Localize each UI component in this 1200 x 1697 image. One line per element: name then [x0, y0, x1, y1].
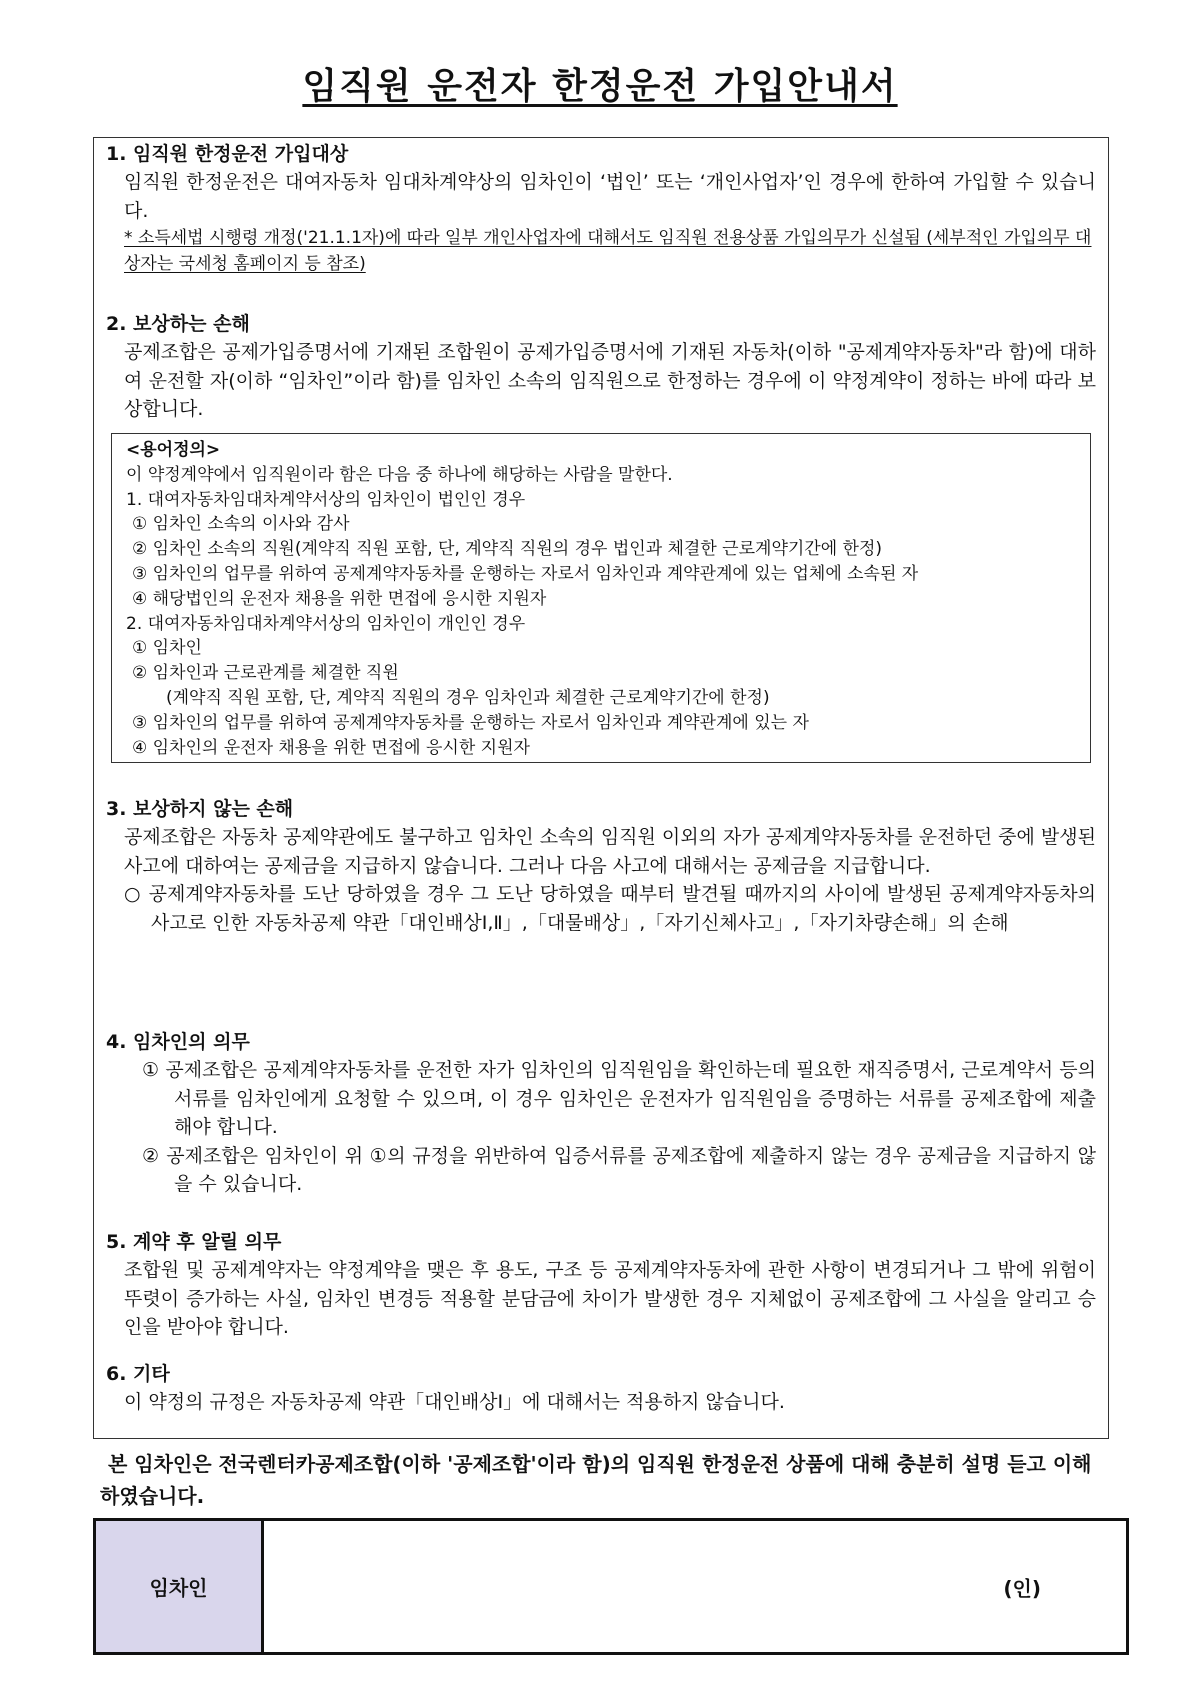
definitions-title: <용어정의>	[126, 440, 221, 460]
list-item: ② 임차인 소속의 직원(계약직 직원 포함, 단, 계약직 직원의 경우 법인과 체결한 근로계약기간에 한정)	[132, 539, 883, 560]
section-bullet: ○ 공제계약자동차를 도난 당하였을 경우 그 도난 당하였을 때부터 발견될 때까지의 사이에 발생된 공제계약자동차의 사고로 인한 자동차공제 약관「대인배상Ⅰ,Ⅱ」,「대물배상」,「자기신체사고」,「자기차량손해」의 손해	[124, 883, 1096, 934]
section-eligibility	[106, 140, 1096, 277]
list-item: ① 임차인 소속의 이사와 감사	[132, 514, 350, 535]
list-item: ② 임차인과 근로관계를 체결한 직원	[132, 663, 399, 684]
section-excluded-damage	[106, 795, 1096, 937]
section-body: 공제조합은 자동차 공제약관에도 불구하고 임차인 소속의 임직원 이외의 자가 공제계약자동차를 운전하던 중에 발생된 사고에 대하여는 공제금을 지급하지 않습니다. 그러나 다음 사고에 대해서는 공제금을 지급합니다.	[124, 826, 1096, 877]
section-heading: 1. 임직원 한정운전 가입대상	[106, 143, 349, 165]
definitions-case-2: 2. 대여자동차임대차계약서상의 임차인이 개인인 경우	[126, 613, 526, 634]
list-item-note: (계약직 직원 포함, 단, 계약직 직원의 경우 임차인과 체결한 근로계약기간에 한정)	[166, 687, 770, 708]
definitions-case-1: 1. 대여자동차임대차계약서상의 임차인이 법인인 경우	[126, 489, 526, 510]
section-heading: 5. 계약 후 알릴 의무	[106, 1231, 282, 1253]
confirmation-statement: 본 임차인은 전국렌터카공제조합(이하 '공제조합'이라 함)의 임직원 한정운전 상품에 대해 충분히 설명 듣고 이해하였습니다.	[100, 1452, 1092, 1508]
list-item: ① 임차인	[132, 638, 202, 659]
section-heading: 3. 보상하지 않는 손해	[106, 798, 294, 820]
terms-box	[93, 137, 1109, 1439]
section-body: 임직원 한정운전은 대여자동차 임대차계약상의 임차인이 ‘법인’ 또는 ‘개인사업자’인 경우에 한하여 가입할 수 있습니다.	[124, 171, 1096, 222]
section-item: ② 공제조합은 임차인이 위 ①의 규정을 위반하여 입증서류를 공제조합에 제출하지 않는 경우 공제금을 지급하지 않을 수 있습니다.	[142, 1144, 1096, 1195]
section-body: 조합원 및 공제계약자는 약정계약을 맺은 후 용도, 구조 등 공제계약자동차에 관한 사항이 변경되거나 그 밖에 위험이 뚜렷이 증가하는 사실, 임차인 변경등 적용할 분담금에 차이가 발생한 경우 지체없이 공제조합에 그 사실을 알리고 승인을 받아야 합니다.	[124, 1259, 1096, 1338]
section-heading: 6. 기타	[106, 1363, 170, 1385]
section-item: ① 공제조합은 공제계약자동차를 운전한 자가 임차인의 임직원임을 확인하는데 필요한 재직증명서, 근로계약서 등의 서류를 임차인에게 요청할 수 있으며, 이 경우 임차인은 운전자가 임직원임을 증명하는 서류를 공제조합에 제출해야 합니다.	[142, 1059, 1096, 1138]
definitions-intro: 이 약정계약에서 임직원이라 함은 다음 중 하나에 해당하는 사람을 말한다.	[126, 464, 673, 485]
section-lessee-duties	[106, 1028, 1096, 1199]
section-other	[106, 1360, 1096, 1417]
section-note: * 소득세법 시행령 개정('21.1.1자)에 따라 일부 개인사업자에 대해서도 임직원 전용상품 가입의무가 신설됨 (세부적인 가입의무 대상자는 국세청 홈페이지 등 참조)	[124, 228, 1092, 274]
section-covered-damage	[106, 310, 1096, 424]
document-title: 임직원 운전자 한정운전 가입안내서	[302, 66, 898, 107]
seal-mark: (인)	[1003, 1576, 1041, 1600]
section-notification-duty	[106, 1228, 1096, 1342]
section-heading: 2. 보상하는 손해	[106, 313, 250, 335]
signature-table	[93, 1518, 1129, 1655]
section-body: 공제조합은 공제가입증명서에 기재된 조합원이 공제가입증명서에 기재된 자동차(이하 "공제계약자동차"라 함)에 대하여 운전할 자(이하 “임차인”이라 함)를 임차인 소속의 임직원으로 한정하는 경우에 이 약정계약이 정하는 바에 따라 보상합니다.	[124, 341, 1096, 420]
lessee-signature-field[interactable]	[264, 1521, 1126, 1652]
definitions-box	[111, 433, 1091, 763]
section-heading: 4. 임차인의 의무	[106, 1031, 250, 1053]
list-item: ③ 임차인의 업무를 위하여 공제계약자동차를 운행하는 자로서 임차인과 계약관계에 있는 업체에 소속된 자	[132, 563, 919, 584]
list-item: ④ 해당법인의 운전자 채용을 위한 면접에 응시한 지원자	[132, 588, 547, 609]
list-item: ③ 임차인의 업무를 위하여 공제계약자동차를 운행하는 자로서 임차인과 계약관계에 있는 자	[132, 712, 809, 733]
section-body: 이 약정의 규정은 자동차공제 약관「대인배상Ⅰ」에 대해서는 적용하지 않습니다.	[124, 1391, 785, 1413]
list-item: ④ 임차인의 운전자 채용을 위한 면접에 응시한 지원자	[132, 737, 530, 758]
lessee-label: 임차인	[96, 1521, 264, 1652]
